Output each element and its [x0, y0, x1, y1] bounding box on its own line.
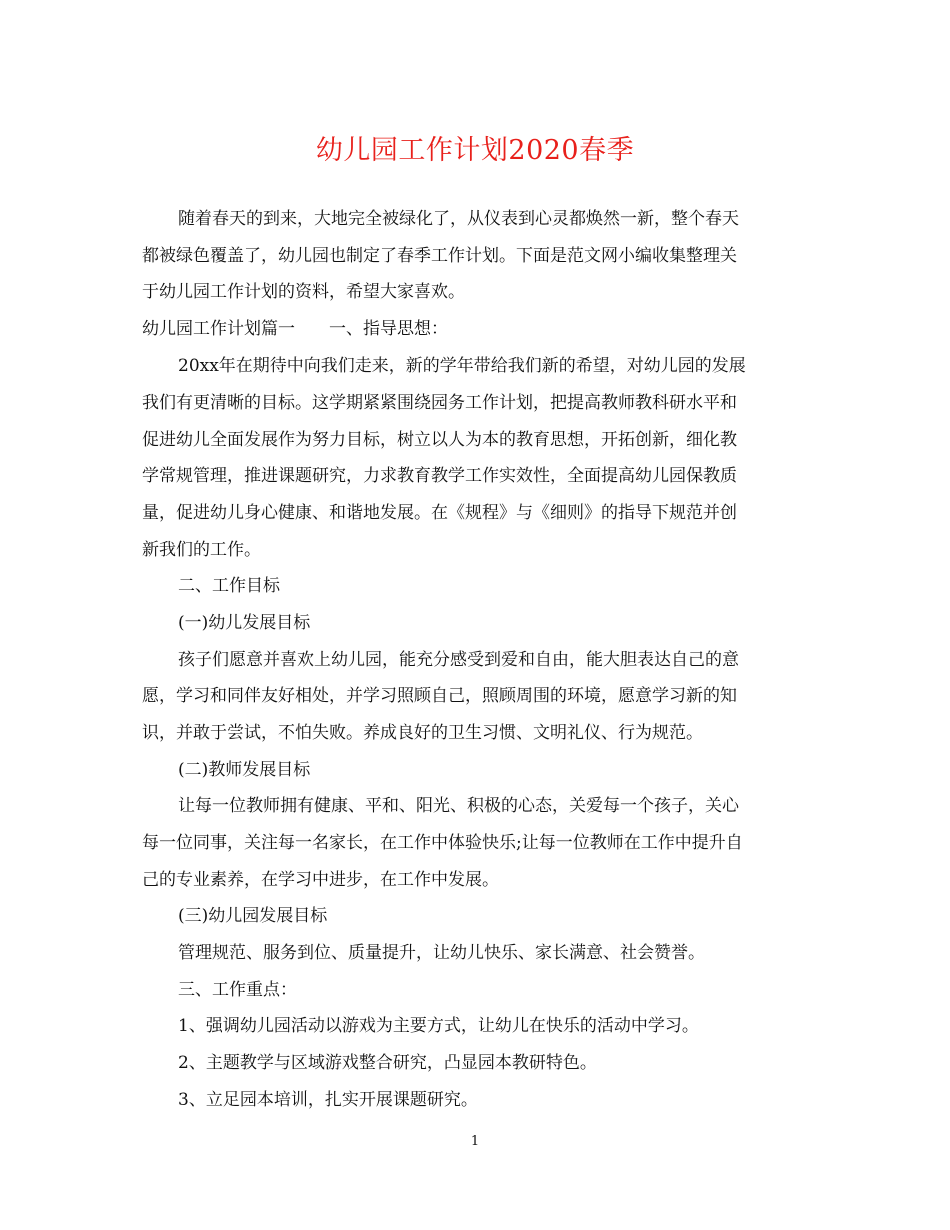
paragraph-line: 孩子们愿意并喜欢上幼儿园，能充分感受到爱和自由，能大胆表达自己的意	[178, 650, 739, 670]
list-item: 1、强调幼儿园活动以游戏为主要方式，让幼儿在快乐的活动中学习。	[178, 1016, 699, 1036]
list-item: 2、主题教学与区域游戏整合研究，凸显园本教研特色。	[178, 1053, 597, 1073]
paragraph-line: 20xx年在期待中向我们走来，新的学年带给我们新的希望，对幼儿园的发展	[178, 356, 746, 376]
paragraph-line: 每一位同事，关注每一名家长，在工作中体验快乐;让每一位教师在工作中提升自	[142, 833, 743, 853]
subsection-heading: (三)幼儿园发展目标	[178, 906, 328, 926]
paragraph-line: 随着春天的到来，大地完全被绿化了，从仪表到心灵都焕然一新，整个春天	[178, 209, 739, 229]
paragraph-line: 新我们的工作。	[142, 540, 261, 560]
list-item: 3、立足园本培训，扎实开展课题研究。	[178, 1090, 478, 1110]
paragraph-line: 量，促进幼儿身心健康、和谐地发展。在《规程》与《细则》的指导下规范并创	[142, 503, 737, 523]
paragraph-line: 于幼儿园工作计划的资料，希望大家喜欢。	[142, 282, 465, 302]
section-heading: 二、工作目标	[178, 576, 280, 596]
paragraph-line: 管理规范、服务到位、质量提升，让幼儿快乐、家长满意、社会赞誉。	[178, 943, 705, 963]
paragraph-line: 识，并敢于尝试，不怕失败。养成良好的卫生习惯、文明礼仪、行为规范。	[142, 723, 703, 743]
paragraph-line: 都被绿色覆盖了，幼儿园也制定了春季工作计划。下面是范文网小编收集整理关	[142, 246, 737, 266]
paragraph-line: 我们有更清晰的目标。这学期紧紧围绕园务工作计划，把提高教师教科研水平和	[142, 393, 737, 413]
section-heading: 幼儿园工作计划篇一 一、指导思想：	[142, 319, 448, 339]
paragraph-line: 让每一位教师拥有健康、平和、阳光、积极的心态，关爱每一个孩子，关心	[178, 796, 739, 816]
paragraph-line: 学常规管理，推进课题研究，力求教育教学工作实效性，全面提高幼儿园保教质	[142, 466, 737, 486]
paragraph-line: 己的专业素养，在学习中进步，在工作中发展。	[142, 870, 499, 890]
page-number: 1	[470, 1134, 480, 1149]
paragraph-line: 促进幼儿全面发展作为努力目标，树立以人为本的教育思想，开拓创新，细化教	[142, 430, 737, 450]
subsection-heading: (二)教师发展目标	[178, 760, 311, 780]
subsection-heading: (一)幼儿发展目标	[178, 613, 311, 633]
document-title: 幼儿园工作计划2020春季	[315, 135, 635, 166]
section-heading: 三、工作重点：	[178, 980, 297, 1000]
paragraph-line: 愿，学习和同伴友好相处，并学习照顾自己，照顾周围的环境，愿意学习新的知	[142, 686, 737, 706]
